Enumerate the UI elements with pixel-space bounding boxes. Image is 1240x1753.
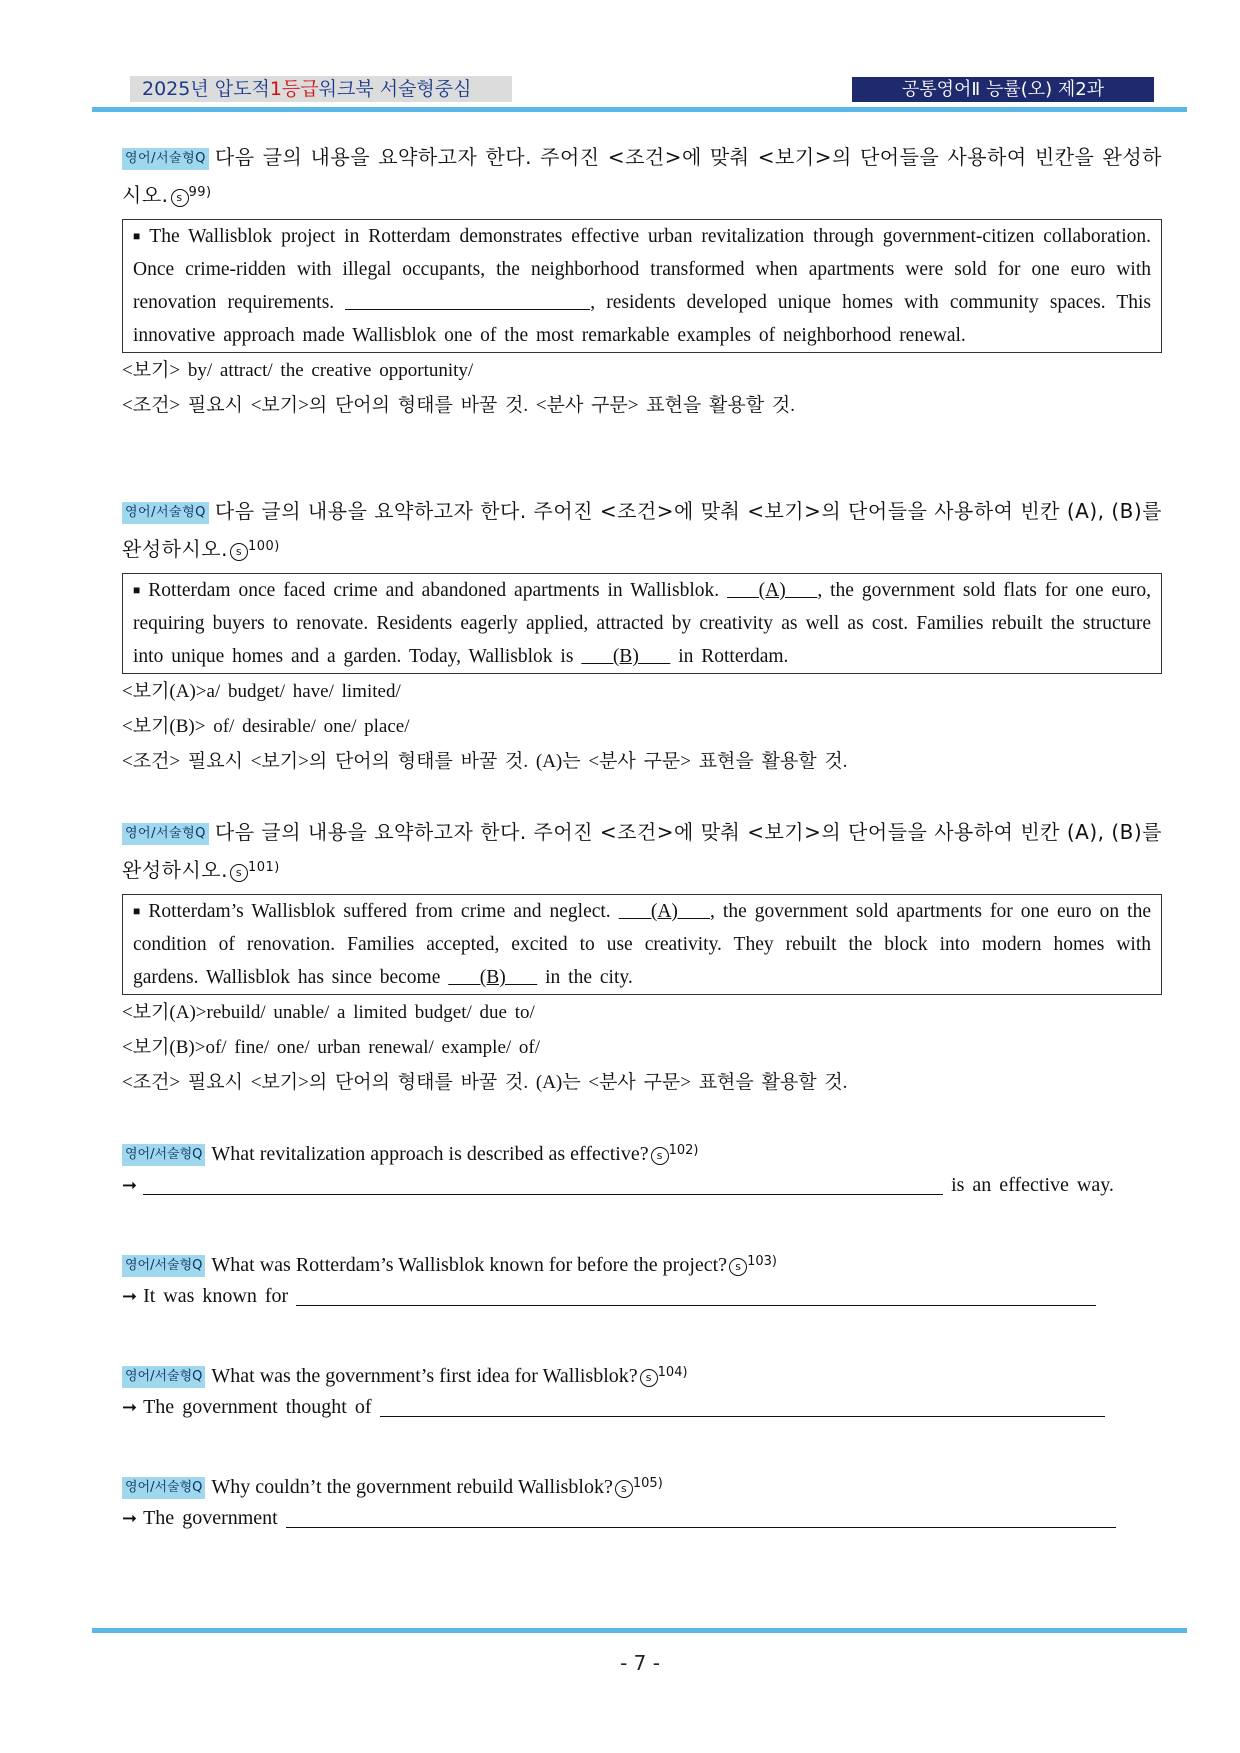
summary-text-a: Rotterdam’s Wallisblok suffered from crime and neglect. bbox=[148, 901, 611, 922]
arrow-icon: ➞ bbox=[122, 1175, 138, 1196]
s-circle-icon: s bbox=[230, 543, 248, 561]
answer-line[interactable] bbox=[286, 1507, 1116, 1528]
header-title-post: 워크북 서술형중심 bbox=[318, 78, 472, 100]
summary-text-b: , residents developed unique homes with community spaces. This innovative approach made Wallisblok one of the most remarkable examples of neighborhood renewal. bbox=[133, 292, 1152, 346]
bogi-a-line: <보기(A)>rebuild/ unable/ a limited budget/ due to/ bbox=[122, 1002, 535, 1023]
question-99-prompt bbox=[122, 140, 1162, 213]
header-title-highlight: 1등급 bbox=[269, 78, 319, 100]
summary-text-a: The Wallisblok project in Rotterdam demonstrates effective urban revitalization through government-citizen collaboration. Once crime-ridden with illegal occupants, the neighborhood transformed when apartments were sold for one euro with renovation requirements. bbox=[133, 226, 1152, 313]
s-circle-icon: s bbox=[651, 1147, 669, 1165]
question-type-badge: 영어/서술형Q bbox=[122, 1477, 205, 1499]
header-title bbox=[130, 76, 512, 102]
answer-prefix: The government thought of bbox=[143, 1396, 372, 1418]
question-type-badge: 영어/서술형Q bbox=[122, 823, 209, 845]
s-circle-icon: s bbox=[640, 1369, 658, 1387]
answer-line[interactable] bbox=[143, 1174, 943, 1195]
condition-line: <조건> 필요시 <보기>의 단어의 형태를 바꿀 것. (A)는 <분사 구문> 표현을 활용할 것. bbox=[122, 751, 848, 772]
answer-102 bbox=[122, 1170, 1162, 1201]
blank-b[interactable]: (B) bbox=[581, 646, 671, 667]
s-circle-icon: s bbox=[171, 189, 189, 207]
summary-text-a: Rotterdam once faced crime and abandoned apartments in Wallisblok. bbox=[148, 580, 720, 601]
bogi-b-line: <보기(B)> of/ desirable/ one/ place/ bbox=[122, 716, 410, 737]
prompt-text: 다음 글의 내용을 요약하고자 한다. 주어진 <조건>에 맞춰 <보기>의 단어들을 사용하여 빈칸 (A), (B)를 완성하시오. bbox=[122, 820, 1162, 882]
question-101 bbox=[122, 815, 1162, 1100]
condition-line: <조건> 필요시 <보기>의 단어의 형태를 바꿀 것. (A)는 <분사 구문> 표현을 활용할 것. bbox=[122, 1072, 848, 1093]
question-type-badge: 영어/서술형Q bbox=[122, 1255, 205, 1277]
square-bullet-icon: ■ bbox=[133, 904, 141, 918]
summary-text-c: in Rotterdam. bbox=[678, 646, 789, 667]
question-text: What revitalization approach is described as effective? bbox=[211, 1143, 649, 1165]
answer-105 bbox=[122, 1503, 1162, 1534]
blank-a[interactable]: (A) bbox=[727, 580, 818, 601]
header-title-pre: 2025년 압도적 bbox=[142, 78, 270, 100]
arrow-icon: ➞ bbox=[122, 1508, 138, 1529]
condition-line: <조건> 필요시 <보기>의 단어의 형태를 바꿀 것. <분사 구문> 표현을 활용할 것. bbox=[122, 395, 795, 416]
summary-box bbox=[122, 573, 1162, 674]
square-bullet-icon: ■ bbox=[133, 583, 141, 597]
bogi-line: <보기> by/ attract/ the creative opportunity/ bbox=[122, 360, 474, 381]
question-number: 101) bbox=[247, 860, 280, 875]
header-course-label: 공통영어Ⅱ 능률(오) 제2과 bbox=[852, 77, 1154, 102]
s-circle-icon: s bbox=[230, 864, 248, 882]
question-100 bbox=[122, 494, 1162, 779]
prompt-text: 다음 글의 내용을 요약하고자 한다. 주어진 <조건>에 맞춰 <보기>의 단어들을 사용하여 빈칸 (A), (B)를 완성하시오. bbox=[122, 499, 1162, 561]
question-104-text bbox=[122, 1355, 1162, 1394]
question-type-badge: 영어/서술형Q bbox=[122, 1366, 205, 1388]
bogi-b-line: <보기(B)>of/ fine/ one/ urban renewal/ example/ of/ bbox=[122, 1037, 541, 1058]
arrow-icon: ➞ bbox=[122, 1286, 138, 1307]
question-103-text bbox=[122, 1244, 1162, 1283]
question-number: 104) bbox=[657, 1365, 688, 1380]
prompt-text: 다음 글의 내용을 요약하고자 한다. 주어진 <조건>에 맞춰 <보기>의 단어들을 사용하여 빈칸을 완성하시오. bbox=[122, 145, 1162, 207]
answer-103 bbox=[122, 1281, 1162, 1312]
question-101-prompt bbox=[122, 815, 1162, 888]
summary-box bbox=[122, 219, 1162, 353]
answer-line[interactable] bbox=[380, 1396, 1105, 1417]
question-103 bbox=[122, 1244, 1162, 1283]
question-type-badge: 영어/서술형Q bbox=[122, 1144, 205, 1166]
blank-b[interactable]: (B) bbox=[448, 967, 538, 988]
question-100-prompt bbox=[122, 494, 1162, 567]
question-text: What was Rotterdam’s Wallisblok known for before the project? bbox=[211, 1254, 728, 1276]
answer-prefix: It was known for bbox=[143, 1285, 289, 1307]
question-type-badge: 영어/서술형Q bbox=[122, 148, 209, 170]
page-number: - 7 - bbox=[620, 1651, 660, 1675]
answer-suffix: is an effective way. bbox=[951, 1174, 1114, 1196]
question-102 bbox=[122, 1133, 1162, 1172]
header-rule bbox=[92, 107, 1187, 112]
question-number: 102) bbox=[668, 1143, 699, 1158]
question-text: What was the government’s first idea for Wallisblok? bbox=[211, 1365, 638, 1387]
question-type-badge: 영어/서술형Q bbox=[122, 502, 209, 524]
s-circle-icon: s bbox=[615, 1480, 633, 1498]
question-number: 105) bbox=[632, 1476, 663, 1491]
question-105-text bbox=[122, 1466, 1162, 1505]
question-104 bbox=[122, 1355, 1162, 1394]
summary-text-c: in the city. bbox=[545, 967, 633, 988]
question-number: 100) bbox=[247, 539, 280, 554]
question-number: 103) bbox=[747, 1254, 777, 1269]
summary-box bbox=[122, 894, 1162, 995]
answer-prefix: The government bbox=[143, 1507, 278, 1529]
answer-blank[interactable] bbox=[345, 291, 590, 310]
footer-rule bbox=[92, 1628, 1187, 1633]
answer-line[interactable] bbox=[296, 1285, 1096, 1306]
answer-104 bbox=[122, 1392, 1162, 1423]
summary-text-b: , the government sold apartments for one euro on the condition of renovation. Families accepted, excited to use creativity. They rebuilt the block into modern homes with gardens. Wallisblok has since become bbox=[133, 901, 1151, 988]
s-circle-icon: s bbox=[729, 1258, 747, 1276]
summary-text-b: , the government sold flats for one euro, requiring buyers to renovate. Residents eagerly applied, attracted by creativity as well as cost. Families rebuilt the structure into unique homes and a garden. Today, Wallisblok is bbox=[133, 580, 1151, 667]
arrow-icon: ➞ bbox=[122, 1397, 138, 1418]
blank-a[interactable]: (A) bbox=[618, 901, 710, 922]
question-text: Why couldn’t the government rebuild Wallisblok? bbox=[211, 1476, 613, 1498]
question-105 bbox=[122, 1466, 1162, 1505]
question-102-text bbox=[122, 1133, 1162, 1172]
bogi-a-line: <보기(A)>a/ budget/ have/ limited/ bbox=[122, 681, 401, 702]
square-bullet-icon: ■ bbox=[133, 229, 142, 243]
question-99 bbox=[122, 140, 1162, 423]
question-number: 99) bbox=[188, 185, 212, 200]
